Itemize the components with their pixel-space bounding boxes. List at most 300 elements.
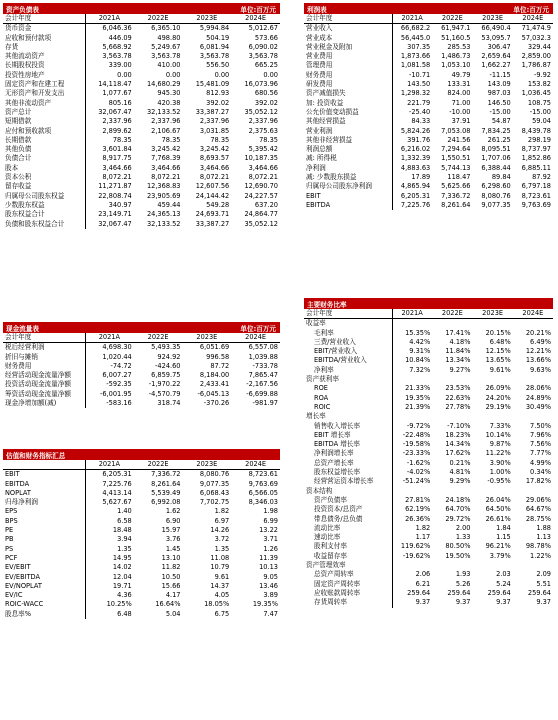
cell-value: 9.87%	[489, 440, 511, 449]
cell-value: 6,216.02	[400, 145, 431, 154]
cell-value: 1,039.88	[248, 352, 278, 361]
column-header-label	[3, 460, 85, 470]
cell-value: 14.34%	[445, 440, 471, 449]
cell-value: -15.00	[529, 107, 551, 116]
cell-value: 26.36%	[405, 514, 431, 523]
cell-value: 680.56	[254, 89, 278, 98]
valuation-panel	[3, 449, 280, 619]
cell-value: 4.42%	[409, 337, 431, 346]
cell-value: 8,080.76	[481, 191, 511, 200]
cell-value: 8,723.61	[521, 191, 551, 200]
table-row	[304, 182, 553, 191]
cell-value: 1.62	[165, 507, 181, 516]
row-label: 其他非经营损益	[306, 135, 353, 144]
cell-value: 49.79	[451, 70, 471, 79]
cell-value: 3,464.66	[248, 163, 278, 172]
cell-value: 16,073.96	[244, 80, 278, 89]
empty-cell	[513, 561, 553, 570]
income-statement-unit: 单位:百万元	[513, 6, 549, 14]
cell-value: 6,090.02	[248, 42, 278, 51]
cell-value: 7,225.76	[102, 479, 132, 488]
cell-value: 27.81%	[405, 495, 431, 504]
cell-value: 5.04	[165, 609, 181, 618]
cell-value: 24,693.71	[195, 210, 230, 219]
table-row	[3, 390, 280, 399]
cell-value: 19.35%	[252, 600, 278, 609]
row-label: PB	[5, 535, 14, 544]
cell-value: 6,205.31	[400, 191, 431, 200]
empty-cell	[432, 487, 472, 496]
cell-value: 1,081.58	[400, 61, 431, 70]
cell-value: 27.78%	[445, 402, 471, 411]
cell-value: 6.48%	[489, 337, 511, 346]
row-label: 长期借款	[5, 135, 32, 144]
row-label: EBITDA/营业收入	[314, 356, 367, 365]
row-label: 毛利率	[314, 328, 334, 337]
cell-value: 306.47	[487, 42, 511, 51]
table-row	[304, 201, 553, 210]
row-label: 经营活动现金流量净额	[5, 371, 71, 380]
cell-value: 29.06%	[525, 495, 551, 504]
cell-value: 11.08	[210, 553, 230, 562]
cell-value: 1.98	[263, 507, 278, 516]
cell-value: 108.75	[527, 98, 551, 107]
cell-value: 11.84%	[445, 347, 471, 356]
cell-value: 62.19%	[405, 505, 431, 514]
cell-value: 7.77%	[530, 449, 551, 458]
cell-value: 2,337.96	[102, 117, 132, 126]
row-label: ROA	[314, 393, 329, 402]
table-row	[3, 526, 280, 535]
table-row	[3, 108, 280, 117]
row-label: 存货周转率	[314, 598, 347, 607]
cell-value: 5,012.67	[248, 24, 278, 33]
cell-value: 26.09%	[485, 384, 511, 393]
header-row	[304, 309, 553, 319]
table-row	[3, 353, 280, 362]
year-header: 2022E	[432, 14, 472, 24]
cell-value: 987.03	[487, 89, 511, 98]
row-label: 归属母公司股东净利润	[306, 182, 372, 191]
table-row	[304, 329, 553, 338]
row-label: 短期借款	[5, 117, 32, 126]
cell-value: 6,298.60	[481, 182, 511, 191]
cell-value: 996.58	[206, 352, 230, 361]
row-label: 投资性房地产	[5, 70, 45, 79]
balance-sheet-unit: 单位:百万元	[240, 6, 276, 14]
cell-value: 329.44	[527, 42, 551, 51]
cell-value: 2,659.64	[481, 52, 511, 61]
table-row	[3, 117, 280, 126]
row-label: 管理费用	[306, 61, 333, 70]
cell-value: 32,067.47	[98, 219, 132, 228]
cell-value: 2.03	[496, 570, 511, 579]
cell-value: 1.40	[117, 507, 132, 516]
cell-value: 11,271.87	[98, 182, 132, 191]
cell-value: -25.40	[408, 107, 431, 116]
cell-value: 4,883.63	[400, 163, 431, 172]
cell-value: 7.47	[263, 609, 278, 618]
cell-value: 9,077.35	[199, 479, 230, 488]
cell-value: -2,167.56	[246, 380, 278, 389]
cell-value: 1,332.39	[400, 154, 431, 163]
table-row	[3, 201, 280, 210]
row-label: NOPLAT	[5, 488, 31, 497]
table-row	[3, 507, 280, 516]
cell-value: 5,627.67	[102, 498, 132, 507]
cell-value: 7.50%	[530, 421, 551, 430]
cell-value: 23.53%	[445, 384, 471, 393]
table-row	[304, 366, 553, 375]
cell-value: 6,007.27	[102, 371, 132, 380]
row-label: 资产负债率	[314, 495, 347, 504]
cell-value: 5,493.35	[151, 343, 181, 352]
row-label: 归属母公司股东权益	[5, 191, 65, 200]
table-row	[3, 371, 280, 380]
cell-value: 61,947.1	[441, 24, 471, 33]
table-row	[3, 89, 280, 98]
table-row	[304, 384, 553, 393]
cell-value: 6,388.44	[481, 163, 511, 172]
cell-value: 6.49%	[530, 337, 551, 346]
cell-value: -592.35	[106, 380, 132, 389]
row-label: 投资资本/总资产	[314, 505, 363, 514]
cell-value: 1,077.67	[102, 89, 132, 98]
cell-value: 5.24	[496, 579, 511, 588]
row-label: 加: 投资收益	[306, 98, 344, 107]
cell-value: -733.78	[252, 361, 278, 370]
empty-cell	[473, 487, 513, 496]
cell-value: 1,786.87	[521, 61, 551, 70]
table-row	[3, 610, 280, 619]
row-label: BPS	[5, 516, 18, 525]
income-statement-panel	[304, 3, 553, 210]
cell-value: 6,566.05	[248, 488, 278, 497]
year-header: 2021A	[85, 14, 134, 24]
table-row	[304, 431, 553, 440]
year-header: 2024E	[231, 333, 280, 343]
empty-cell	[513, 412, 553, 421]
cell-value: 9.63%	[530, 365, 551, 374]
cell-value: 9.37	[455, 598, 471, 607]
cell-value: 5,539.49	[151, 488, 181, 497]
year-header: 2024E	[513, 309, 553, 319]
cell-value: 7,834.25	[481, 126, 511, 135]
table-row	[304, 496, 553, 505]
cell-value: 7,865.47	[248, 371, 278, 380]
column-header-label: 会计年度	[304, 309, 392, 319]
row-label: PCF	[5, 553, 18, 562]
cell-value: 259.64	[407, 588, 431, 597]
table-row	[3, 380, 280, 389]
row-label: EBITDA 增长率	[314, 440, 361, 449]
table-row	[304, 43, 553, 52]
cell-value: 504.19	[206, 33, 230, 42]
cell-value: 1.35	[214, 544, 230, 553]
empty-cell	[392, 375, 432, 384]
cell-value: 1.45	[165, 544, 181, 553]
cell-value: 1,298.32	[400, 89, 431, 98]
cell-value: 19.50%	[445, 551, 471, 560]
table-row	[3, 52, 280, 61]
cell-value: 98.78%	[525, 542, 551, 551]
row-label: 负债和股东权益合计	[5, 219, 65, 228]
cell-value: 3,464.66	[199, 163, 230, 172]
section-row	[304, 561, 553, 570]
cash-flow-header	[3, 322, 280, 333]
row-label: EBIT	[5, 470, 20, 479]
cell-value: 498.80	[157, 33, 181, 42]
row-label: EV/EBIT	[5, 563, 31, 572]
cell-value: 20.21%	[525, 328, 551, 337]
cell-value: 64.67%	[525, 505, 551, 514]
cell-value: 6,205.31	[102, 470, 132, 479]
cell-value: 1.17	[415, 533, 431, 542]
cell-value: 29.72%	[445, 514, 471, 523]
table-row	[304, 449, 553, 458]
cell-value: -6,045.13	[197, 389, 230, 398]
cell-value: 9.37	[415, 598, 431, 607]
cell-value: 35,052.12	[244, 219, 278, 228]
cell-value: 13.22	[259, 526, 278, 535]
cell-value: 8,261.64	[441, 200, 471, 209]
cell-value: 1,852.86	[521, 154, 551, 163]
ratios-table	[304, 309, 553, 608]
row-label: EV/EBITDA	[5, 572, 41, 581]
empty-cell	[392, 487, 432, 496]
cell-value: 24,365.13	[146, 210, 181, 219]
table-row	[304, 164, 553, 173]
cell-value: 146.50	[487, 98, 511, 107]
ratios-title: 主要财务比率	[307, 301, 347, 309]
year-header: 2024E	[231, 14, 280, 24]
cell-value: 1.00%	[489, 468, 511, 477]
row-label: 无形资产和开发支出	[5, 89, 65, 98]
cell-value: 24.89%	[525, 393, 551, 402]
cell-value: 33,387.27	[195, 219, 230, 228]
table-row	[304, 505, 553, 514]
cash-flow-panel	[3, 322, 280, 408]
cell-value: 14.37	[210, 581, 230, 590]
row-label: EBITDA	[306, 200, 331, 209]
cell-value: 6,046.36	[102, 24, 132, 33]
cell-value: 6,885.11	[521, 163, 551, 172]
cell-value: 7,336.72	[151, 470, 181, 479]
cell-value: 556.50	[206, 61, 230, 70]
section-row	[304, 375, 553, 384]
cash-flow-unit: 单位:百万元	[240, 325, 276, 333]
cell-value: 13.34%	[445, 356, 471, 365]
cell-value: 1.88	[536, 523, 551, 532]
table-row	[304, 515, 553, 524]
cell-value: 4.05	[214, 591, 230, 600]
cell-value: 1,053.10	[441, 61, 471, 70]
cell-value: 59.04	[532, 117, 551, 126]
table-row	[3, 399, 280, 408]
column-header-label: 会计年度	[3, 14, 85, 24]
cell-value: 2,106.67	[151, 126, 181, 135]
row-label: 净利润增长率	[314, 449, 354, 458]
table-row	[3, 43, 280, 52]
row-label: 带息债务/总负债	[314, 514, 363, 523]
cell-value: 18.23%	[445, 430, 471, 439]
table-row	[304, 533, 553, 542]
cell-value: 6.99	[263, 516, 278, 525]
balance-sheet-header	[3, 3, 280, 14]
cell-value: 1,873.66	[400, 52, 431, 61]
cell-value: 118.47	[447, 173, 471, 182]
row-label: 总资产周转率	[314, 570, 354, 579]
cell-value: 66,682.2	[400, 24, 431, 33]
row-label: 其他负债	[5, 145, 32, 154]
table-row	[304, 80, 553, 89]
cell-value: 410.00	[157, 61, 181, 70]
cell-value: 1.84	[496, 523, 511, 532]
cell-value: 14.02	[112, 563, 132, 572]
row-label: 股息率%	[5, 609, 32, 618]
header-row	[3, 333, 280, 343]
cell-value: 5.51	[536, 579, 551, 588]
header-row	[304, 14, 553, 24]
cell-value: 133.31	[447, 80, 471, 89]
empty-cell	[392, 319, 432, 329]
table-row	[3, 470, 280, 480]
cell-value: 19.35%	[405, 393, 431, 402]
cell-value: 10,187.35	[244, 154, 278, 163]
cell-value: 78.35	[161, 135, 181, 144]
cell-value: 12,607.56	[195, 182, 230, 191]
table-row	[304, 356, 553, 365]
cell-value: 7,768.39	[151, 154, 181, 163]
row-label: 营业费用	[306, 52, 333, 61]
cell-value: 71,474.9	[521, 24, 551, 33]
cell-value: 28.75%	[525, 514, 551, 523]
cell-value: 11.39	[259, 553, 278, 562]
table-row	[304, 422, 553, 431]
cell-value: 6.90	[165, 516, 181, 525]
table-row	[3, 535, 280, 544]
cell-value: 420.38	[157, 98, 181, 107]
empty-cell	[432, 561, 472, 570]
row-label: 销售收入增长率	[314, 421, 361, 430]
cell-value: 12.21%	[525, 347, 551, 356]
cell-value: 33,387.27	[195, 107, 230, 116]
table-row	[3, 554, 280, 563]
cell-value: 89.84	[491, 173, 511, 182]
table-row	[304, 580, 553, 589]
table-row	[3, 517, 280, 526]
cell-value: -10.00	[449, 107, 471, 116]
cell-value: 5,744.13	[441, 163, 471, 172]
cell-value: 64.50%	[485, 505, 511, 514]
cell-value: 392.02	[206, 98, 230, 107]
table-row	[3, 173, 280, 182]
table-row	[304, 108, 553, 117]
cell-value: 13.65%	[485, 356, 511, 365]
cell-value: 1.35	[117, 544, 132, 553]
cell-value: 9.37	[496, 598, 511, 607]
cell-value: 4,865.94	[400, 182, 431, 191]
row-label: ROIC-WACC	[5, 600, 44, 609]
row-label: 归母净利润	[5, 498, 38, 507]
row-label: 固定资产周转率	[314, 579, 361, 588]
table-row	[304, 89, 553, 98]
cell-value: 6,992.08	[151, 498, 181, 507]
cell-value: 8,737.97	[521, 145, 551, 154]
cell-value: 10.14%	[485, 430, 511, 439]
row-label: 应收和预付款项	[5, 33, 52, 42]
cell-value: 3,464.66	[102, 163, 132, 172]
cell-value: 446.09	[108, 33, 132, 42]
balance-sheet-panel	[3, 3, 280, 229]
table-row	[3, 498, 280, 507]
table-row	[304, 34, 553, 43]
year-header: 2024E	[513, 14, 553, 24]
table-row	[3, 343, 280, 353]
cell-value: 24,144.42	[195, 191, 230, 200]
cell-value: 4.99%	[530, 458, 551, 467]
cell-value: 6,051.69	[199, 343, 230, 352]
cell-value: 4.17	[165, 591, 181, 600]
cell-value: 459.44	[157, 200, 181, 209]
cell-value: 15,481.09	[195, 80, 230, 89]
row-label: 净利率	[314, 365, 334, 374]
cell-value: 37.91	[451, 117, 471, 126]
income-statement-table	[304, 14, 553, 210]
row-label: 营业收入	[306, 24, 333, 33]
cell-value: 87.92	[532, 173, 551, 182]
cell-value: 1.26	[263, 544, 278, 553]
section-label: 资产管理效率	[306, 561, 346, 570]
cell-value: 0.00	[117, 70, 132, 79]
cell-value: 3,563.78	[199, 52, 230, 61]
column-header-label: 会计年度	[3, 333, 85, 343]
cell-value: 8,095.51	[481, 145, 511, 154]
row-label: PS	[5, 544, 14, 553]
row-label: 负债合计	[5, 154, 32, 163]
row-label: 减: 所得税	[306, 154, 337, 163]
row-label: 营业成本	[306, 33, 333, 42]
row-label: ROIC	[314, 402, 331, 411]
cell-value: 35,052.12	[244, 107, 278, 116]
row-label: 投资活动现金流量净额	[5, 380, 71, 389]
cell-value: 3,563.78	[151, 52, 181, 61]
cell-value: 8,072.21	[102, 173, 132, 182]
year-header: 2021A	[85, 333, 134, 343]
cell-value: 259.64	[447, 588, 471, 597]
row-label: 经营营运资本增长率	[314, 477, 374, 486]
empty-cell	[432, 375, 472, 384]
cell-value: 5,249.67	[151, 42, 181, 51]
row-label: EPS	[5, 507, 18, 516]
cell-value: 7,053.08	[441, 126, 471, 135]
table-row	[3, 192, 280, 201]
cell-value: 11.22%	[485, 449, 511, 458]
row-label: 公允价值变动损益	[306, 107, 359, 116]
cell-value: 21.33%	[405, 384, 431, 393]
row-label: 速动比率	[314, 533, 341, 542]
cell-value: -370.26	[203, 399, 230, 408]
cell-value: 2.00	[455, 523, 471, 532]
row-label: 净利润	[306, 163, 326, 172]
cell-value: 9,077.35	[481, 200, 511, 209]
table-row	[3, 362, 280, 371]
cell-value: -4,570.79	[148, 389, 181, 398]
cell-value: 8,080.76	[199, 470, 230, 479]
cell-value: 8,439.78	[521, 126, 551, 135]
year-header: 2021A	[392, 14, 432, 24]
cell-value: 0.21%	[449, 458, 471, 467]
